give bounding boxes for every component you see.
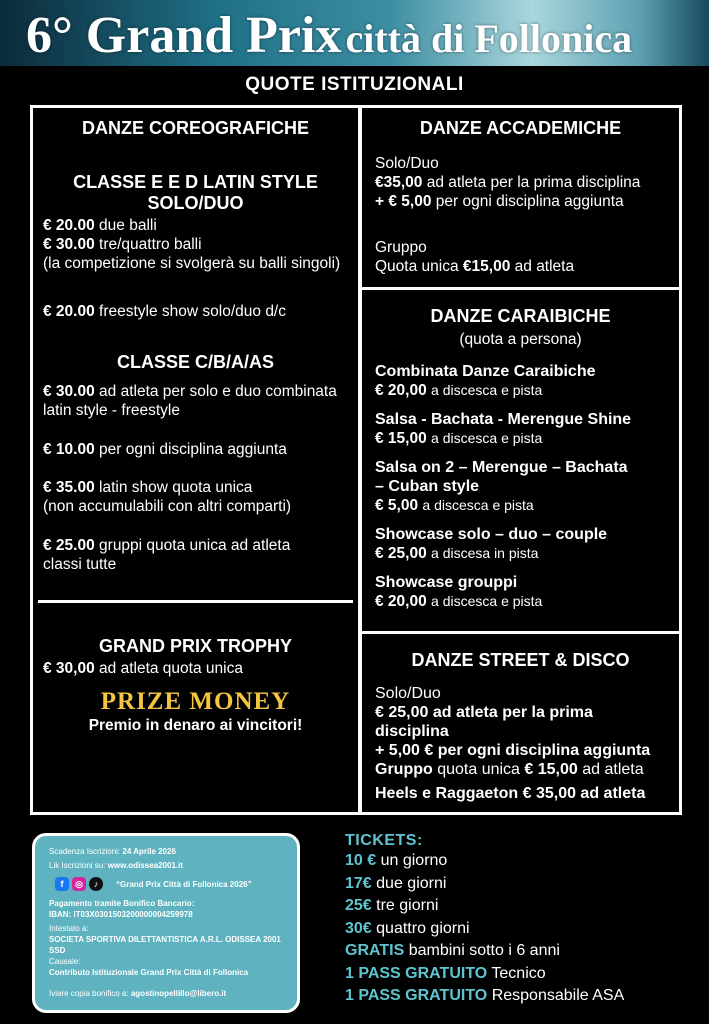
price: € 5,00: [388, 193, 432, 210]
price: € 20.00: [43, 303, 95, 320]
list-item: [375, 362, 669, 400]
ticket-price: GRATIS: [345, 942, 405, 959]
class1-title-line2: SOLO/DUO: [147, 193, 244, 213]
tiktok-icon[interactable]: ♪: [89, 877, 103, 891]
list-item: [375, 573, 669, 611]
divider: [38, 600, 353, 603]
item-name: Showcase solo – duo – couple: [375, 526, 608, 543]
pagamento: Pagamento tramite Bonifico Bancario:: [49, 899, 195, 908]
price: €35,00: [375, 174, 423, 191]
scadenza-label: Scadenza Iscrizioni:: [49, 847, 121, 856]
accademiche-title: DANZE ACCADEMICHE: [419, 118, 622, 138]
desc: tre/quattro balli: [99, 236, 202, 253]
ticket-row: [345, 963, 705, 986]
price: € 30.00: [43, 236, 95, 253]
solo-label: Solo/Duo: [375, 155, 439, 172]
ticket-row: [345, 940, 705, 963]
desc: per ogni disciplina aggiunta: [435, 193, 624, 210]
price: € 15,00: [375, 430, 427, 447]
street-solo: [362, 684, 679, 779]
class2-l6: [33, 440, 358, 459]
list-item: [375, 525, 669, 563]
instagram-icon[interactable]: ◎: [72, 877, 86, 891]
causale-value: Contributo Istituzionale Grand Prix Città di Follonica: [49, 968, 249, 977]
price: € 25.00: [43, 537, 95, 554]
desc: freestyle show solo/duo d/c: [99, 303, 286, 320]
gruppo-label: Gruppo: [375, 239, 427, 256]
item-name: Salsa on 2 – Merengue – Bachata: [375, 459, 628, 476]
iban: IBAN: IT03X0301503200000004259978: [49, 910, 193, 919]
prize-money: PRIZE MONEY: [100, 688, 291, 715]
desc: (la competizione si svolgerà su balli singoli): [43, 255, 341, 272]
ticket-desc: Tecnico: [491, 964, 546, 982]
price: € 35.00: [43, 479, 95, 496]
class2-title: CLASSE C/B/A/AS: [116, 352, 275, 372]
header-banner: [0, 0, 709, 66]
price: € 25,00: [375, 704, 429, 721]
accademiche-gruppo: [362, 238, 679, 276]
ticket-row: [345, 918, 705, 941]
link-value[interactable]: www.odissea2001.it: [107, 861, 183, 870]
ticket-row: [345, 850, 705, 873]
desc: per ogni disciplina aggiunta: [99, 441, 287, 458]
caraibiche-subtitle: (quota a persona): [459, 331, 582, 348]
info-card: [32, 833, 300, 1013]
price: € 30,00: [43, 660, 95, 677]
plus: +: [375, 742, 385, 759]
prize-subtitle: Premio in denaro ai vincitori!: [88, 717, 303, 734]
price: € 15,00: [524, 761, 578, 778]
coreografiche-title: DANZE COREOGRAFICHE: [81, 118, 309, 138]
desc: (non accumulabili con altri comparti): [43, 498, 292, 515]
accademiche-solo: [362, 154, 679, 211]
social-row: [55, 877, 283, 891]
class2-l5: [33, 382, 358, 420]
note: a discesa in pista: [431, 545, 539, 561]
street-title: DANZE STREET & DISCO: [411, 650, 630, 670]
plus: +: [375, 193, 385, 210]
solo-label: Solo/Duo: [375, 685, 441, 702]
title-sub: città di Follonica: [345, 16, 633, 61]
section-subtitle: QUOTE ISTITUZIONALI: [245, 74, 464, 95]
ticket-desc: tre giorni: [376, 897, 439, 914]
ticket-price: 1 PASS GRATUITO: [345, 964, 488, 982]
ticket-desc: bambini sotto i 6 anni: [408, 942, 560, 959]
ticket-price: 17€: [345, 874, 372, 892]
desc: per ogni disciplina aggiunta: [437, 742, 651, 759]
desc: ad atleta per la prima disciplina: [426, 174, 641, 191]
desc: quota unica: [437, 761, 520, 778]
desc: classi tutte: [43, 556, 117, 573]
desc: latin show quota unica: [99, 479, 253, 496]
trophy-title: GRAND PRIX TROPHY: [98, 636, 293, 656]
class1-title: [33, 172, 358, 214]
trophy-price: [33, 659, 358, 678]
desc: latin style - freestyle: [43, 402, 180, 419]
ticket-desc: due giorni: [376, 874, 447, 892]
price: 5,00 €: [388, 742, 434, 759]
price: € 20.00: [43, 217, 95, 234]
desc: Quota unica: [375, 258, 459, 275]
price: € 20,00: [375, 593, 427, 610]
caraibiche-title: DANZE CARAIBICHE: [430, 306, 611, 326]
note: a discesca e pista: [431, 430, 543, 446]
ticket-price: 30€: [345, 919, 372, 937]
class1-prices: [33, 216, 358, 273]
copia-label: Iviare copia bonifico a:: [49, 989, 129, 998]
causale-label: Causale:: [49, 957, 81, 966]
desc: ad atleta: [514, 258, 575, 275]
ticket-desc: Responsabile ASA: [491, 987, 625, 1004]
intestato-value: SOCIETA SPORTIVA DILETTANTISTICA A.R.L. ODISSEA 2001 SSD: [49, 935, 281, 955]
heels-price: Heels e Raggaeton € 35,00 ad atleta: [375, 785, 646, 802]
price: € 20,00: [375, 382, 427, 399]
item-name: Salsa - Bachata - Merengue Shine: [375, 411, 632, 428]
street-box: [359, 631, 682, 815]
item-name-2: – Cuban style: [375, 478, 480, 495]
desc: ad atleta per la prima disciplina: [375, 704, 593, 740]
desc: ad atleta per solo e duo combinata: [99, 383, 337, 400]
link-label: Lik Iscrizioni su:: [49, 861, 106, 870]
ticket-price: 10 €: [345, 852, 377, 869]
ticket-desc: un giorno: [380, 852, 448, 869]
page-title: [26, 6, 632, 65]
ticket-price: 25€: [345, 897, 372, 914]
note: a discesca e pista: [422, 497, 534, 513]
coreografiche-box: [30, 105, 361, 815]
caraibiche-box: [359, 287, 682, 634]
desc: gruppi quota unica ad atleta: [99, 537, 291, 554]
price: € 25,00: [375, 545, 427, 562]
note: a discesca e pista: [431, 382, 543, 398]
title-main: 6° Grand Prix: [26, 7, 342, 64]
note: a discesca e pista: [431, 593, 543, 609]
copia-value[interactable]: agostinopellillo@libero.it: [130, 989, 227, 998]
tickets-title: TICKETS:: [345, 832, 423, 849]
freestyle-price: [33, 302, 358, 321]
class1-title-line1: CLASSE E E D LATIN STYLE: [73, 172, 318, 192]
accademiche-box: [359, 105, 682, 290]
caraibiche-list: [362, 362, 679, 611]
ticket-price: 1 PASS GRATUITO: [345, 987, 488, 1004]
ticket-desc: quattro giorni: [376, 919, 470, 937]
desc: due balli: [99, 217, 157, 234]
facebook-icon[interactable]: f: [55, 877, 69, 891]
scadenza-value: 24 Aprile 2026: [122, 847, 176, 856]
gruppo-label: Gruppo: [375, 761, 433, 778]
item-name: Showcase grouppi: [375, 574, 518, 591]
ticket-row: [345, 895, 705, 918]
desc: ad atleta: [582, 761, 644, 778]
list-item: [375, 410, 669, 448]
price: € 5,00: [375, 497, 419, 514]
price: € 10.00: [43, 441, 95, 458]
desc: ad atleta quota unica: [99, 660, 243, 677]
class2-l7: [33, 478, 358, 516]
intestato-label: Intestato a:: [49, 924, 89, 933]
price: €15,00: [462, 258, 511, 275]
ticket-row: [345, 873, 705, 896]
list-item: [375, 458, 669, 515]
class2-l8: [33, 536, 358, 574]
ticket-row: [345, 985, 705, 1008]
social-text: “Grand Prix Città di Follonica 2026”: [116, 879, 252, 889]
tickets: [345, 832, 705, 1008]
item-name: Combinata Danze Caraibiche: [375, 363, 596, 380]
price: € 30.00: [43, 383, 95, 400]
